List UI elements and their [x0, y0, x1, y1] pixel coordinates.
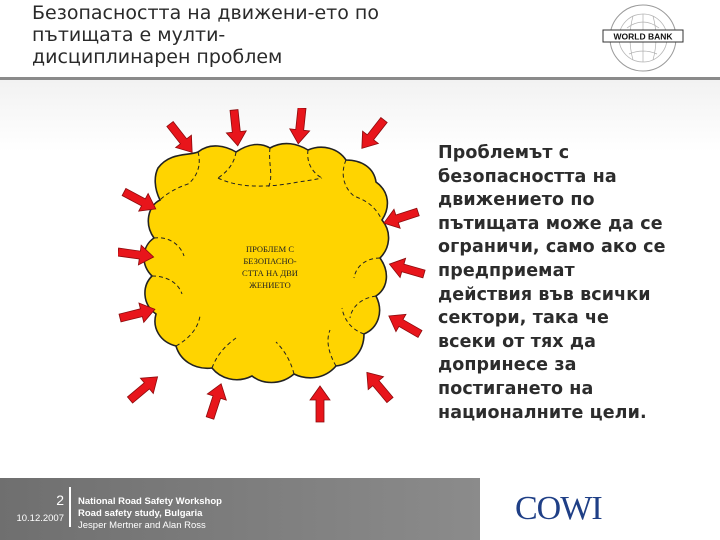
- slide-date: 10.12.2007: [16, 513, 64, 524]
- problem-diagram: [118, 108, 432, 426]
- arrow-icon: [124, 369, 164, 407]
- body-text: [438, 142, 714, 425]
- body-line: сектори, така че: [438, 308, 610, 329]
- arrow-icon: [200, 381, 230, 421]
- body-line: националните цели.: [438, 402, 647, 423]
- slide-number: 2: [56, 492, 64, 508]
- title-line-2: пътищата е мулти-: [32, 24, 226, 46]
- footer-bar: [0, 478, 480, 540]
- body-line: пътищата може да се: [438, 213, 663, 234]
- footer-authors: Jesper Mertner and Alan Ross: [78, 520, 206, 531]
- problem-label-line-1: ПРОБЛЕМ С: [245, 244, 295, 254]
- arrow-icon: [354, 114, 392, 155]
- world-bank-label: WORLD BANK: [613, 31, 673, 42]
- footer-study: Road safety study, Bulgaria: [78, 508, 203, 519]
- body-line: всеки от тях да: [438, 331, 597, 352]
- footer-workshop: National Road Safety Workshop: [78, 496, 222, 507]
- arrow-icon: [310, 386, 330, 422]
- slide-title: [32, 2, 452, 68]
- body-line: постигането на: [438, 378, 594, 399]
- body-line: действия във всички: [438, 284, 651, 305]
- title-line-1: Безопасността на движени-ето по: [32, 2, 379, 24]
- arrow-icon: [359, 366, 397, 406]
- body-line: допринесе за: [438, 355, 577, 376]
- world-bank-logo: [597, 2, 689, 74]
- cowi-logo: COWI: [515, 490, 602, 527]
- body-line: Проблемът с: [438, 143, 570, 163]
- problem-label-line-2: БЕЗОПАСНО-: [243, 256, 297, 266]
- arrow-icon: [224, 109, 248, 147]
- footer-separator: [69, 487, 71, 527]
- body-line: предприемат: [438, 260, 575, 281]
- arrow-icon: [288, 108, 312, 145]
- body-line: движението по: [438, 190, 595, 211]
- arrow-icon: [387, 254, 427, 283]
- title-divider: [0, 77, 720, 80]
- body-line: безопасността на: [438, 166, 617, 187]
- problem-label-line-3: СТТА НА ДВИ: [242, 268, 298, 278]
- arrow-icon: [384, 307, 425, 342]
- body-line: ограничи, само ако се: [438, 237, 666, 258]
- title-line-3: дисциплинарен проблем: [32, 46, 283, 68]
- problem-label-line-4: ЖЕНИЕТО: [249, 280, 291, 290]
